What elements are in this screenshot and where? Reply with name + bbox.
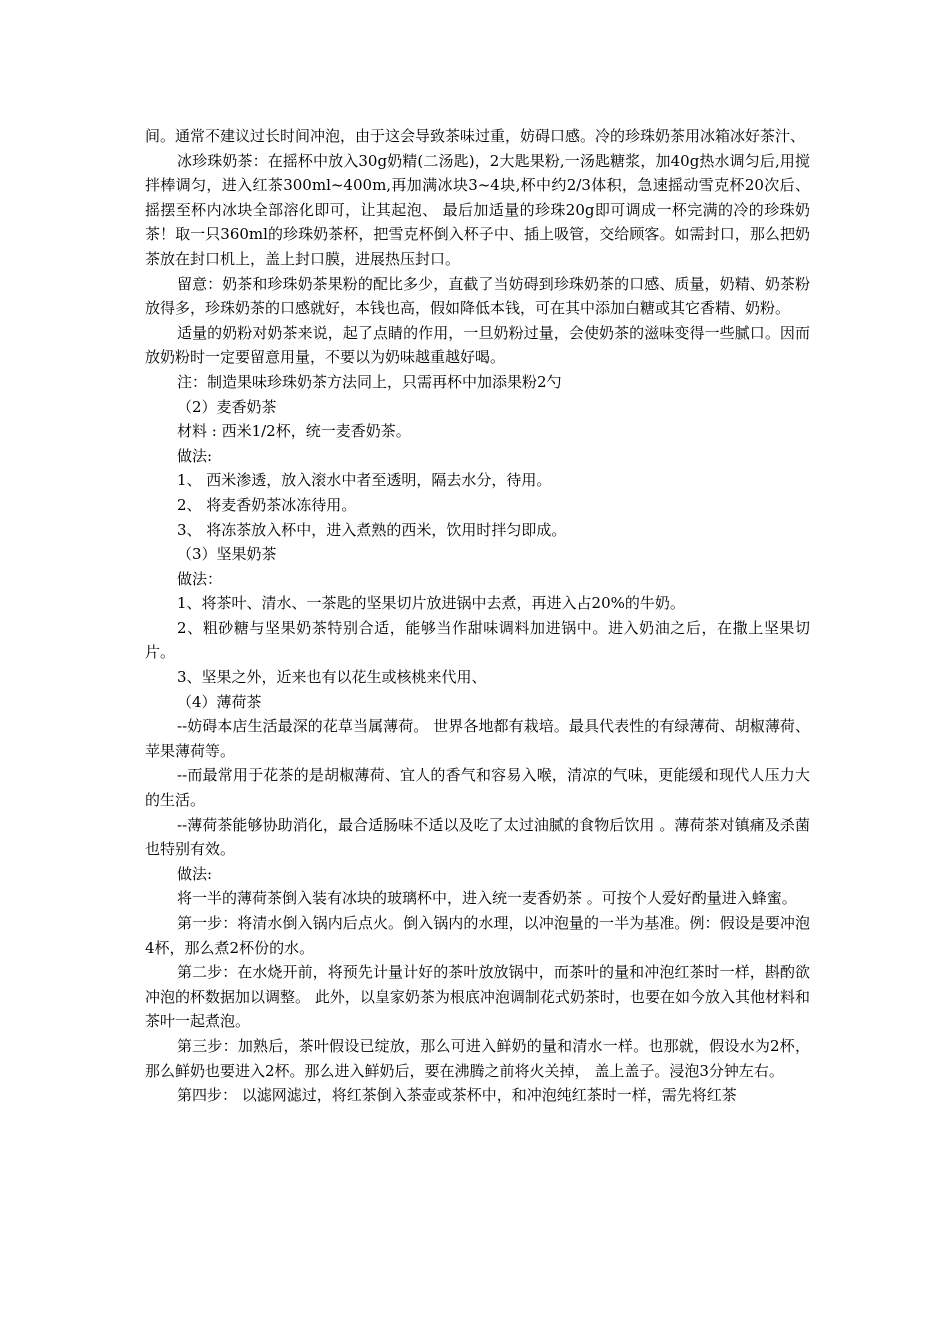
paragraph: 做法: bbox=[177, 446, 213, 465]
paragraph: 注：制造果味珍珠奶茶方法同上，只需再杯中加添果粉2勺 bbox=[177, 372, 562, 391]
paragraph: 第三步：加熟后，茶叶假设已绽放，那么可进入鲜奶的量和清水一样。也那就，假设水为2杯，那么鲜奶也要进入2杯。那么进入鲜奶后，要在沸腾之前将火关掉， 盖上盖子。浸泡3分钟左右。 bbox=[145, 1036, 810, 1080]
paragraph: 留意：奶茶和珍珠奶茶果粉的配比多少，直截了当妨碍到珍珠奶茶的口感、质量，奶精、奶茶粉放得多，珍珠奶茶的口感就好，本钱也高，假如降低本钱，可在其中添加白糖或其它香精、奶粉。 bbox=[145, 274, 810, 318]
paragraph: 做法： bbox=[177, 569, 223, 588]
paragraph: --薄荷茶能够协助消化，最合适肠味不适以及吃了太过油腻的食物后饮用 。薄荷茶对镇痛及杀菌也特别有效。 bbox=[145, 815, 810, 859]
paragraph: （4）薄荷茶 bbox=[177, 692, 262, 711]
paragraph: 2、粗砂糖与坚果奶茶特别合适，能够当作甜味调料加进锅中。进入奶油之后，在撒上坚果切片。 bbox=[145, 618, 810, 662]
paragraph: （2）麦香奶茶 bbox=[177, 397, 277, 416]
paragraph: 第一步：将清水倒入锅内后点火。倒入锅内的水理，以冲泡量的一半为基准。例：假设是要冲泡4杯，那么煮2杯份的水。 bbox=[145, 914, 810, 957]
paragraph: （3）坚果奶茶 bbox=[177, 545, 277, 564]
paragraph: 1、 西米渗透，放入滚水中者至透明，隔去水分，待用。 bbox=[177, 471, 552, 490]
paragraph: 材料 : 西米1/2杯，统一麦香奶茶。 bbox=[177, 422, 411, 441]
paragraph: 间。通常不建议过长时间冲泡，由于这会导致茶味过重，妨碍口感。冷的珍珠奶茶用冰箱冰好茶汁、 bbox=[145, 127, 806, 145]
paragraph: --妨碍本店生活最深的花草当属薄荷。 世界各地都有栽培。最具代表性的有绿薄荷、胡椒薄荷、苹果薄荷等。 bbox=[145, 717, 810, 760]
paragraph: 2、 将麦香奶茶冰冻待用。 bbox=[177, 495, 357, 514]
paragraph: 3、 将冻茶放入杯中，进入煮熟的西米，饮用时拌匀即成。 bbox=[177, 520, 567, 539]
paragraph: 3、坚果之外，近来也有以花生或核桃来代用、 bbox=[177, 668, 487, 687]
paragraph: 第二步：在水烧开前，将预先计量计好的茶叶放放锅中，而茶叶的量和冲泡红茶时一样，斟酌欲冲泡的杯数据加以调整。 此外，以皇家奶茶为根底冲泡调制花式奶茶时，也要在如今放入其他材料和茶叶一起煮泡。 bbox=[145, 963, 810, 1031]
paragraph: 第四步： 以滤网滤过，将红茶倒入茶壶或茶杯中，和冲泡纯红茶时一样，需先将红茶 bbox=[177, 1086, 737, 1105]
paragraph: 1、将茶叶、清水、一茶匙的坚果切片放进锅中去煮，再进入占20%的牛奶。 bbox=[177, 594, 685, 613]
document-body bbox=[145, 124, 810, 1108]
paragraph: 做法: bbox=[177, 864, 213, 883]
paragraph: --而最常用于花茶的是胡椒薄荷、宜人的香气和容易入喉，清凉的气味，更能缓和现代人压力大的生活。 bbox=[145, 766, 810, 810]
paragraph: 将一半的薄荷茶倒入装有冰块的玻璃杯中，进入统一麦香奶茶 。可按个人爱好酌量进入蜂蜜。 bbox=[177, 889, 797, 908]
paragraph: 适量的奶粉对奶茶来说，起了点睛的作用，一旦奶粉过量，会使奶茶的滋味变得一些腻口。因而放奶粉时一定要留意用量，不要以为奶味越重越好喝。 bbox=[145, 323, 810, 367]
paragraph: 冰珍珠奶茶：在摇杯中放入30g奶精(二汤匙)，2大匙果粉,一汤匙糖浆，加40g热水调匀后,用搅拌棒调匀，进入红茶300ml~400m,再加满冰块3~4块,杯中约2/3体积，急速摇动雪克杯20次后、摇摆至杯内冰块全部溶化即可，让其起泡、 最后加适量的珍珠20g即可调成一杯完满的冷的珍珠奶茶！取一只360ml的珍珠奶茶杯，把雪克杯倒入杯子中、插上吸管，交给顾客。如需封口，那么把奶茶放在封口机上，盖上封口膜，进展热压封口。 bbox=[145, 151, 810, 268]
